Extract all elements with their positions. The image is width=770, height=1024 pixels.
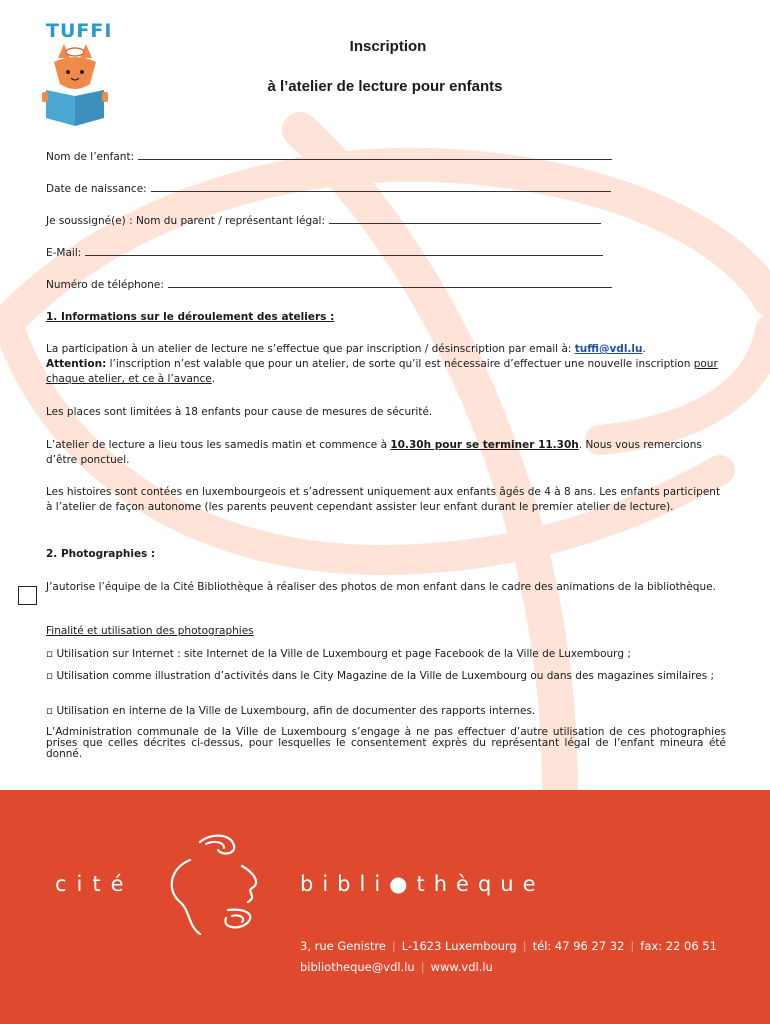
- footer-street: 3, rue Genistre: [300, 939, 386, 953]
- logo-text: TUFFI: [46, 20, 113, 42]
- phone-input-line[interactable]: [168, 277, 612, 288]
- footer-phone: tél: 47 96 27 32: [532, 939, 625, 953]
- birthdate-label: Date de naissance:: [46, 183, 147, 195]
- info-paragraph-registration: [46, 342, 726, 387]
- phone-label: Numéro de téléphone:: [46, 279, 164, 291]
- fox-reading-logo-icon: [40, 18, 113, 130]
- footer-separator: |: [630, 939, 635, 953]
- email-input-line[interactable]: [85, 245, 603, 256]
- attention-label: Attention:: [46, 358, 107, 370]
- registration-text-end: .: [642, 343, 646, 355]
- photo-use-magazine: ▫ Utilisation comme illustration d’activités dans le City Magazine de la Ville de Luxembourg ou dans des magazines similaires ;: [46, 670, 715, 682]
- photo-disclaimer: L’Administration communale de la Ville de Luxembourg s’engage à ne pas effectuer d’autre utilisation de ces photographies prises que celles décrites ci-dessus, pour lesquelles le consentement exprès du représentant légal de l’enfant mineura été donné.: [46, 726, 726, 760]
- registration-text: La participation à un atelier de lecture ne s’effectue que par inscription / désinscription par email à:: [46, 343, 575, 355]
- photo-consent-checkbox[interactable]: [18, 586, 37, 605]
- child-name-input-line[interactable]: [138, 149, 612, 160]
- info-paragraph-stories: Les histoires sont contées en luxembourgeois et s’adressent uniquement aux enfants âgés de 4 à 8 ans. Les enfants participent à l’atelier de façon autonome (les parents peuvent cependant assister leur enfant durant le premier atelier de lecture).: [46, 486, 721, 513]
- attention-text: l’inscription n’est valable que pour un atelier, de sorte qu’il est nécessaire d’effectuer une nouvelle inscription: [106, 358, 694, 370]
- footer-address: [300, 939, 717, 953]
- face-profile-logo-icon: [160, 830, 270, 940]
- child-name-field[interactable]: [46, 149, 612, 163]
- schedule-time: 10.30h pour se terminer 11.30h: [390, 439, 579, 451]
- footer-fax: fax: 22 06 51: [640, 939, 717, 953]
- footer-contact: [300, 960, 493, 974]
- photo-purpose-heading: Finalité et utilisation des photographies: [46, 625, 254, 637]
- attention-underlined-text: pour chaque atelier, et ce à l’avance: [46, 358, 718, 385]
- email-field[interactable]: [46, 245, 603, 259]
- photo-use-internet: ▫ Utilisation sur Internet : site Internet de la Ville de Luxembourg et page Facebook de la Ville de Luxembourg ;: [46, 648, 631, 660]
- birthdate-field[interactable]: [46, 181, 611, 195]
- footer-email-link[interactable]: bibliotheque@vdl.lu: [300, 960, 415, 974]
- footer-separator: |: [391, 939, 396, 953]
- schedule-text-end: . Nous vous remercions d’être ponctuel.: [46, 439, 702, 466]
- schedule-text: L’atelier de lecture a lieu tous les samedis matin et commence à: [46, 439, 391, 451]
- birthdate-input-line[interactable]: [151, 181, 611, 192]
- parent-name-label: Je soussigné(e) : Nom du parent / représentant légal:: [46, 215, 326, 227]
- email-label: E-Mail:: [46, 247, 82, 259]
- footer-city: L-1623 Luxembourg: [401, 939, 517, 953]
- parent-name-field[interactable]: [46, 213, 601, 227]
- section-2-heading: 2. Photographies :: [46, 548, 156, 560]
- page-subtitle: à l’atelier de lecture pour enfants: [267, 78, 503, 95]
- tuffi-email-link[interactable]: tuffi@vdl.lu: [574, 343, 643, 355]
- footer-brand-cite: cité: [55, 872, 134, 896]
- footer: [0, 790, 770, 1024]
- section-1-heading: 1. Informations sur le déroulement des ateliers :: [46, 311, 335, 323]
- photo-use-internal: ▫ Utilisation en interne de la Ville de Luxembourg, afin de documenter des rapports internes.: [46, 705, 536, 717]
- footer-separator: |: [522, 939, 527, 953]
- photo-consent-text: J’autorise l’équipe de la Cité Bibliothèque à réaliser des photos de mon enfant dans le cadre des animations de la bibliothèque.: [46, 581, 716, 593]
- phone-field[interactable]: [46, 277, 612, 291]
- parent-name-input-line[interactable]: [329, 213, 601, 224]
- child-name-label: Nom de l’enfant:: [46, 151, 135, 163]
- footer-brand-bibliotheque: bibli●thèque: [300, 872, 545, 896]
- page-title: Inscription: [349, 38, 427, 55]
- attention-text-end: .: [211, 373, 216, 385]
- info-paragraph-places: Les places sont limitées à 18 enfants pour cause de mesures de sécurité.: [46, 406, 433, 418]
- footer-website-link[interactable]: www.vdl.lu: [430, 960, 493, 974]
- footer-separator: |: [420, 960, 425, 974]
- info-paragraph-schedule: [46, 438, 726, 468]
